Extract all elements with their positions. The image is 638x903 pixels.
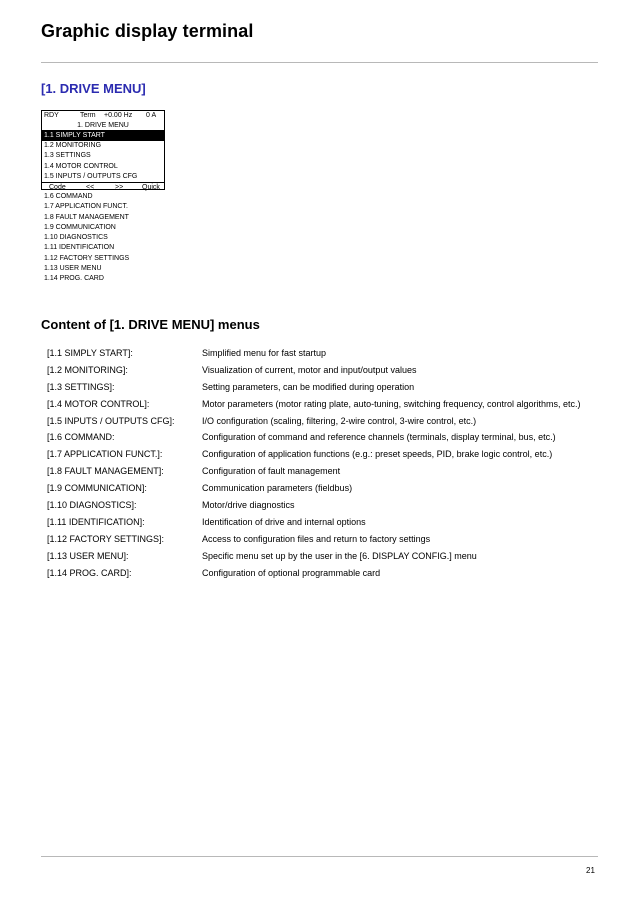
menu-key: [1.8 FAULT MANAGEMENT]: bbox=[47, 466, 164, 477]
menu-description: I/O configuration (scaling, filtering, 2-wire control, 3-wire control, etc.) bbox=[202, 415, 477, 426]
status-frequency: +0.00 Hz bbox=[104, 112, 133, 119]
status-current: 0 A bbox=[146, 112, 157, 119]
menu-description: Configuration of optional programmable card bbox=[202, 567, 381, 578]
menu-key: [1.11 IDENTIFICATION]: bbox=[47, 516, 145, 527]
terminal-menu-item[interactable]: 1.2 MONITORING bbox=[44, 142, 102, 150]
page-number: 21 bbox=[586, 866, 595, 875]
hidden-menu-item: 1.6 COMMAND bbox=[44, 193, 93, 200]
terminal-menu-item[interactable]: 1.3 SETTINGS bbox=[44, 152, 91, 160]
fkey-code[interactable]: Code bbox=[49, 183, 66, 191]
section-title: [1. DRIVE MENU] bbox=[41, 81, 146, 96]
footer-divider bbox=[41, 856, 598, 857]
content-title: Content of [1. DRIVE MENU] menus bbox=[41, 317, 260, 332]
menu-description: Configuration of command and reference channels (terminals, display terminal, bus, etc.) bbox=[202, 432, 556, 443]
terminal-function-keys bbox=[42, 182, 164, 192]
hidden-menu-item: 1.10 DIAGNOSTICS bbox=[44, 234, 108, 242]
page-title: Graphic display terminal bbox=[41, 21, 254, 41]
fkey-quick[interactable]: Quick bbox=[142, 183, 160, 191]
menu-key: [1.1 SIMPLY START]: bbox=[47, 348, 133, 358]
hidden-menu-item: 1.13 USER MENU bbox=[44, 265, 102, 273]
menu-key: [1.12 FACTORY SETTINGS]: bbox=[47, 533, 165, 544]
menu-key: [1.10 DIAGNOSTICS]: bbox=[47, 500, 137, 511]
menu-key: [1.13 USER MENU]: bbox=[47, 550, 129, 561]
hidden-menu-item: 1.8 FAULT MANAGEMENT bbox=[44, 213, 129, 221]
terminal-status-bar bbox=[42, 111, 164, 121]
menu-description: Configuration of application functions (e.g.: preset speeds, PID, brake logic control, etc.) bbox=[202, 449, 553, 460]
terminal-menu-title: 1. DRIVE MENU bbox=[42, 121, 164, 131]
menu-description: Motor parameters (motor rating plate, auto-tuning, switching frequency, control algorithms, etc.) bbox=[202, 398, 581, 409]
hidden-menu-item: 1.12 FACTORY SETTINGS bbox=[44, 254, 130, 262]
menu-description: Specific menu set up by the user in the [6. DISPLAY CONFIG.] menu bbox=[202, 550, 477, 561]
hidden-menu-item: 1.11 IDENTIFICATION bbox=[44, 244, 115, 252]
menu-key: [1.3 SETTINGS]: bbox=[47, 381, 115, 392]
menu-description: Configuration of fault management bbox=[202, 466, 341, 477]
menu-description: Identification of drive and internal options bbox=[202, 516, 366, 527]
menu-key: [1.7 APPLICATION FUNCT.]: bbox=[47, 449, 163, 460]
fkey-prev[interactable]: << bbox=[86, 183, 95, 191]
menu-key: [1.2 MONITORING]: bbox=[47, 364, 128, 375]
menu-description: Simplified menu for fast startup bbox=[202, 348, 327, 358]
status-state: RDY bbox=[44, 112, 59, 119]
menu-key: [1.4 MOTOR CONTROL]: bbox=[47, 398, 150, 409]
menu-description: Communication parameters (fieldbus) bbox=[202, 483, 353, 494]
terminal-menu-item-selected[interactable]: 1.1 SIMPLY START bbox=[42, 131, 164, 141]
menu-description: Motor/drive diagnostics bbox=[202, 500, 295, 511]
terminal-hidden-items bbox=[44, 192, 129, 285]
menu-key: [1.9 COMMUNICATION]: bbox=[47, 483, 147, 494]
terminal-menu-item[interactable]: 1.5 INPUTS / OUTPUTS CFG bbox=[44, 172, 138, 180]
terminal-menu-item[interactable]: 1.4 MOTOR CONTROL bbox=[44, 162, 118, 170]
menu-description: Setting parameters, can be modified during operation bbox=[202, 381, 415, 392]
fkey-next[interactable]: >> bbox=[115, 183, 124, 191]
status-source: Term bbox=[80, 112, 96, 119]
header-divider bbox=[41, 62, 598, 63]
menu-key: [1.14 PROG. CARD]: bbox=[47, 567, 132, 578]
menu-description: Access to configuration files and return to factory settings bbox=[202, 533, 431, 544]
menu-description: Visualization of current, motor and input/output values bbox=[202, 364, 417, 375]
hidden-menu-item: 1.14 PROG. CARD bbox=[44, 275, 104, 283]
menu-key: [1.5 INPUTS / OUTPUTS CFG]: bbox=[47, 415, 175, 426]
hidden-menu-item: 1.7 APPLICATION FUNCT. bbox=[44, 203, 128, 211]
hidden-menu-item: 1.9 COMMUNICATION bbox=[44, 223, 116, 231]
terminal-display bbox=[41, 110, 165, 190]
menu-key: [1.6 COMMAND: bbox=[47, 432, 115, 443]
